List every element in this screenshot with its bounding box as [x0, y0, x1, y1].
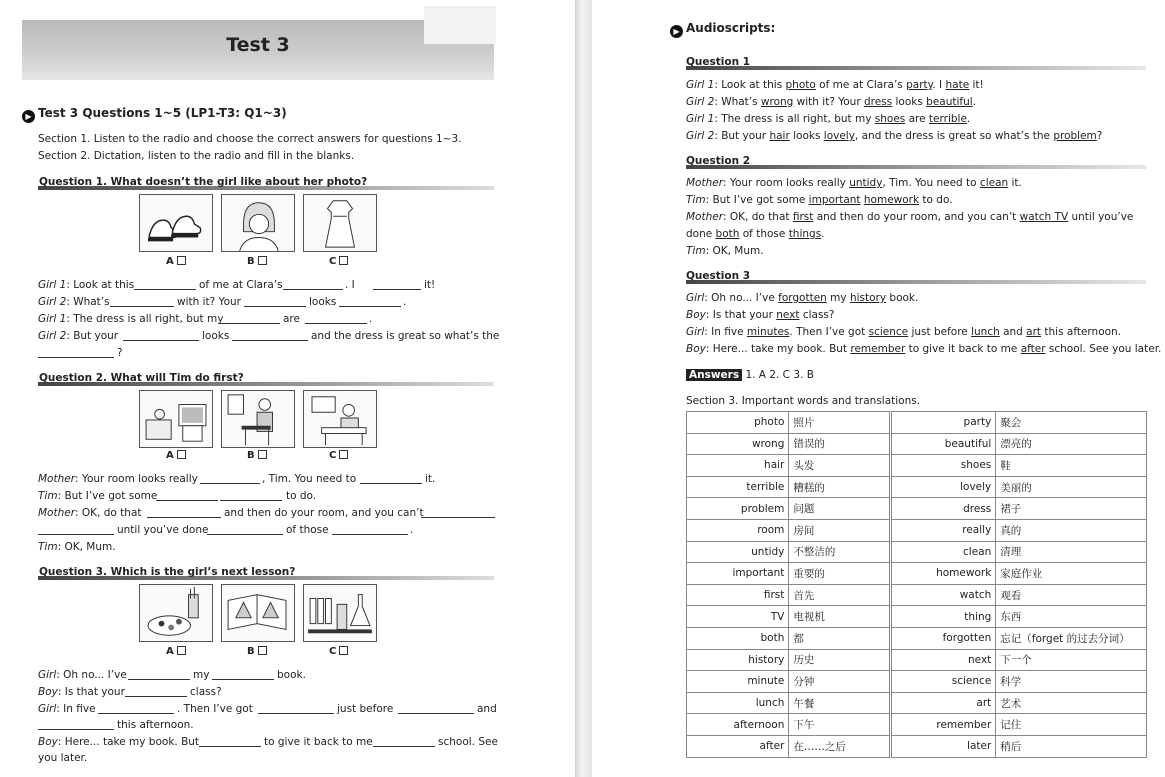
- q2-line-3b: and then do your room, and you can’t: [224, 507, 424, 519]
- q3-line-3b: . Then I’ve got: [177, 703, 253, 715]
- blank[interactable]: [128, 669, 190, 680]
- vocab-row: [687, 563, 1147, 585]
- answers-line: Answers 1. A 2. C 3. B: [686, 368, 814, 382]
- vocab-english: problem: [687, 498, 789, 520]
- checkbox[interactable]: [177, 450, 186, 459]
- vocab-chinese: 历史: [789, 649, 889, 671]
- script-q2-line-5: Tim: OK, Mum.: [686, 245, 764, 257]
- q3-line-5: Boy: Here... take my book. But: [38, 736, 200, 748]
- hair-picture: [221, 194, 295, 252]
- q1-line-1c: . I: [345, 279, 355, 291]
- q3-line-5b: to give it back to me: [264, 736, 373, 748]
- instruction-1: Section 1. Listen to the radio and choose the correct answers for questions 1~3.: [38, 133, 462, 145]
- vocab-row: [687, 735, 1147, 757]
- vocab-english: homework: [891, 563, 996, 585]
- q1-line-3b: are: [283, 313, 300, 325]
- option-c[interactable]: C: [329, 450, 348, 461]
- option-c[interactable]: C: [329, 646, 348, 657]
- blank[interactable]: [218, 313, 280, 324]
- q1-line-3: Girl 1: The dress is all right, but my: [38, 313, 224, 325]
- blank[interactable]: [207, 524, 283, 535]
- blank[interactable]: [398, 703, 474, 714]
- audioscript-q1-header: Question 1: [686, 56, 1146, 70]
- vocab-chinese: 在……之后: [789, 735, 889, 757]
- q3-line-4: this afternoon.: [117, 719, 194, 731]
- q1-line-1b: of me at Clara’s: [199, 279, 283, 291]
- vocab-english: afternoon: [687, 714, 789, 736]
- option-b[interactable]: B: [247, 256, 267, 267]
- vocab-english: untidy: [687, 541, 789, 563]
- vocab-chinese: 鞋: [996, 455, 1147, 477]
- vocab-chinese: 糟糕的: [789, 476, 889, 498]
- q2-line-2b: to do.: [286, 490, 317, 502]
- script-q3-line-1: Girl: Oh no... I’ve forgotten my history book.: [686, 292, 919, 304]
- vocab-chinese: 真的: [996, 519, 1147, 541]
- q2-line-4: until you’ve done: [117, 524, 209, 536]
- vocab-english: art: [891, 692, 996, 714]
- section-3-heading: Section 3. Important words and translations.: [686, 395, 921, 407]
- q3-line-3: Girl: In five: [38, 703, 96, 715]
- vocab-chinese: 都: [789, 627, 889, 649]
- vocab-english: later: [891, 735, 996, 757]
- vocab-chinese: 下午: [789, 714, 889, 736]
- blank[interactable]: [373, 279, 421, 290]
- vocab-row: [687, 606, 1147, 628]
- vocab-chinese: 首先: [789, 584, 889, 606]
- q1-line-3c: .: [369, 313, 373, 325]
- banner-corner: [424, 6, 496, 44]
- page-gutter: [575, 0, 592, 777]
- script-q1-line-1: Girl 1: Look at this photo of me at Clara’s party. I hate it!: [686, 79, 984, 91]
- blank[interactable]: [339, 296, 401, 307]
- vocab-chinese: 记住: [996, 714, 1147, 736]
- vocabulary-table: [686, 411, 1147, 758]
- vocab-chinese: 午餐: [789, 692, 889, 714]
- vocab-english: shoes: [891, 455, 996, 477]
- option-c[interactable]: C: [329, 256, 348, 267]
- art-picture: [139, 584, 213, 642]
- blank[interactable]: [212, 669, 274, 680]
- blank[interactable]: [38, 524, 114, 535]
- vocab-english: next: [891, 649, 996, 671]
- play-icon: ▶: [22, 110, 35, 123]
- q2-line-1c: it.: [425, 473, 436, 485]
- vocab-chinese: 家庭作业: [996, 563, 1147, 585]
- q1-line-2c: looks: [309, 296, 337, 308]
- vocab-english: both: [687, 627, 789, 649]
- option-a[interactable]: A: [166, 256, 186, 267]
- blank[interactable]: [421, 507, 495, 518]
- vocab-row: [687, 541, 1147, 563]
- q3-line-3c: just before: [337, 703, 394, 715]
- script-q3-line-2: Boy: Is that your next class?: [686, 309, 835, 321]
- history-book-picture: [221, 584, 295, 642]
- vocab-chinese: 艺术: [996, 692, 1147, 714]
- script-q3-line-3: Girl: In five minutes. Then I’ve got science just before lunch and art this afternoon.: [686, 326, 1122, 338]
- vocab-chinese: 电视机: [789, 606, 889, 628]
- vocab-row: [687, 433, 1147, 455]
- blank[interactable]: [125, 686, 187, 697]
- script-q2-line-1: Mother: Your room looks really untidy, Tim. You need to clean it.: [686, 177, 1022, 189]
- vocab-english: photo: [687, 412, 789, 434]
- q1-line-4: Girl 2: But your: [38, 330, 119, 342]
- vocab-english: watch: [891, 584, 996, 606]
- vocab-row: [687, 671, 1147, 693]
- checkbox[interactable]: [177, 646, 186, 655]
- q2-line-5: Tim: OK, Mum.: [38, 541, 116, 553]
- shoes-picture: [139, 194, 213, 252]
- option-b[interactable]: B: [247, 646, 267, 657]
- blank[interactable]: [110, 296, 174, 307]
- science-picture: [303, 584, 377, 642]
- blank[interactable]: [134, 279, 196, 290]
- test-title: Test 3: [226, 34, 290, 56]
- q2-line-2: Tim: But I’ve got some: [38, 490, 158, 502]
- vocab-chinese: 清理: [996, 541, 1147, 563]
- dress-picture: [303, 194, 377, 252]
- vocab-chinese: 裙子: [996, 498, 1147, 520]
- vocab-chinese: 东西: [996, 606, 1147, 628]
- checkbox[interactable]: [339, 450, 348, 459]
- vocab-english: forgotten: [891, 627, 996, 649]
- blank[interactable]: [305, 313, 367, 324]
- vocab-english: terrible: [687, 476, 789, 498]
- blank[interactable]: [373, 736, 435, 747]
- vocab-english: TV: [687, 606, 789, 628]
- vocab-chinese: 美丽的: [996, 476, 1147, 498]
- blank[interactable]: [199, 736, 261, 747]
- vocab-chinese: 忘记（forget 的过去分词）: [996, 627, 1147, 649]
- vocab-row: [687, 692, 1147, 714]
- q2-line-4b: of those: [286, 524, 329, 536]
- blank[interactable]: [332, 524, 408, 535]
- script-q2-line-3: Mother: OK, do that first and then do your room, and you can’t watch TV until you’ve: [686, 211, 1134, 223]
- q3-line-1: Girl: Oh no... I’ve: [38, 669, 127, 681]
- q1-line-2b: with it? Your: [177, 296, 241, 308]
- vocab-english: lovely: [891, 476, 996, 498]
- vocab-english: room: [687, 519, 789, 541]
- vocab-english: thing: [891, 606, 996, 628]
- vocab-row: [687, 476, 1147, 498]
- vocab-chinese: 照片: [789, 412, 889, 434]
- q3-line-1c: book.: [277, 669, 306, 681]
- vocab-chinese: 不整洁的: [789, 541, 889, 563]
- homework-picture: [221, 390, 295, 448]
- vocab-english: dress: [891, 498, 996, 520]
- audioscript-q3-header: Question 3: [686, 270, 1146, 284]
- left-page: [0, 0, 575, 777]
- checkbox[interactable]: [258, 450, 267, 459]
- q1-line-1: Girl 1: Look at this: [38, 279, 135, 291]
- blank[interactable]: [147, 507, 221, 518]
- option-b[interactable]: B: [247, 450, 267, 461]
- question-3-header: Question 3. Which is the girl’s next lesson?: [38, 566, 494, 580]
- script-q2-line-4: done both of those things.: [686, 228, 825, 240]
- q3-line-1b: my: [193, 669, 210, 681]
- vocab-chinese: 科学: [996, 671, 1147, 693]
- vocab-english: wrong: [687, 433, 789, 455]
- option-a[interactable]: A: [166, 646, 186, 657]
- q1-line-2d: .: [403, 296, 407, 308]
- vocab-row: [687, 584, 1147, 606]
- vocab-english: beautiful: [891, 433, 996, 455]
- blank[interactable]: [244, 296, 306, 307]
- q3-line-2: Boy: Is that your: [38, 686, 125, 698]
- script-q3-line-4: Boy: Here... take my book. But remember to give it back to me after school. See you later.: [686, 343, 1162, 355]
- script-q1-line-2: Girl 2: What’s wrong with it? Your dress looks beautiful.: [686, 96, 977, 108]
- vocab-chinese: 房间: [789, 519, 889, 541]
- tv-picture: [139, 390, 213, 448]
- vocab-chinese: 聚会: [996, 412, 1147, 434]
- vocab-english: remember: [891, 714, 996, 736]
- q1-line-2: Girl 2: What’s: [38, 296, 110, 308]
- vocab-chinese: 问题: [789, 498, 889, 520]
- question-1-header: Question 1. What doesn’t the girl like about her photo?: [38, 176, 494, 190]
- checkbox[interactable]: [339, 646, 348, 655]
- right-page: [592, 0, 1165, 777]
- vocab-chinese: 重要的: [789, 563, 889, 585]
- blank[interactable]: [98, 703, 174, 714]
- vocab-chinese: 观看: [996, 584, 1147, 606]
- tidy-room-picture: [303, 390, 377, 448]
- blank[interactable]: [232, 330, 308, 341]
- instruction-2: Section 2. Dictation, listen to the radio and fill in the blanks.: [38, 150, 355, 162]
- vocab-row: [687, 498, 1147, 520]
- vocab-english: party: [891, 412, 996, 434]
- q3-line-2b: class?: [190, 686, 222, 698]
- q3-line-6: you later.: [38, 752, 88, 764]
- vocab-english: after: [687, 735, 789, 757]
- vocab-row: [687, 519, 1147, 541]
- q1-line-4d: ?: [117, 347, 123, 359]
- script-q1-line-4: Girl 2: But your hair looks lovely, and the dress is great so what’s the problem?: [686, 130, 1103, 142]
- vocab-row: [687, 649, 1147, 671]
- vocab-english: really: [891, 519, 996, 541]
- section-heading: ▶ Test 3 Questions 1~5 (LP1-T3: Q1~3): [22, 106, 287, 123]
- play-icon: ▶: [670, 25, 683, 38]
- blank[interactable]: [156, 490, 218, 501]
- vocab-english: first: [687, 584, 789, 606]
- q1-line-1d: it!: [424, 279, 436, 291]
- checkbox[interactable]: [177, 256, 186, 265]
- vocab-chinese: 错误的: [789, 433, 889, 455]
- q2-line-1b: , Tim. You need to: [262, 473, 357, 485]
- vocab-row: [687, 714, 1147, 736]
- vocab-chinese: 漂亮的: [996, 433, 1147, 455]
- vocab-english: minute: [687, 671, 789, 693]
- question-2-header: Question 2. What will Tim do first?: [38, 372, 494, 386]
- option-a[interactable]: A: [166, 450, 186, 461]
- vocab-english: important: [687, 563, 789, 585]
- blank[interactable]: [200, 473, 260, 484]
- checkbox[interactable]: [258, 646, 267, 655]
- q2-line-3: Mother: OK, do that: [38, 507, 142, 519]
- vocab-chinese: 稍后: [996, 735, 1147, 757]
- script-q2-line-2: Tim: But I’ve got some important homework to do.: [686, 194, 953, 206]
- script-q1-line-3: Girl 1: The dress is all right, but my shoes are terrible.: [686, 113, 971, 125]
- blank[interactable]: [258, 703, 334, 714]
- vocab-english: hair: [687, 455, 789, 477]
- vocab-english: clean: [891, 541, 996, 563]
- q2-line-1: Mother: Your room looks really: [38, 473, 198, 485]
- blank[interactable]: [283, 279, 343, 290]
- vocab-row: [687, 627, 1147, 649]
- blank[interactable]: [38, 347, 114, 358]
- blank[interactable]: [123, 330, 199, 341]
- checkbox[interactable]: [339, 256, 348, 265]
- checkbox[interactable]: [258, 256, 267, 265]
- q1-line-4c: and the dress is great so what’s the: [311, 330, 500, 342]
- audioscripts-heading: ▶ Audioscripts:: [670, 21, 775, 38]
- blank[interactable]: [38, 719, 114, 730]
- vocab-chinese: 分钟: [789, 671, 889, 693]
- q3-line-5c: school. See: [438, 736, 498, 748]
- vocab-chinese: 下一个: [996, 649, 1147, 671]
- blank[interactable]: [220, 490, 282, 501]
- vocab-english: lunch: [687, 692, 789, 714]
- vocab-chinese: 头发: [789, 455, 889, 477]
- vocab-english: history: [687, 649, 789, 671]
- q3-line-3d: and: [477, 703, 497, 715]
- vocab-english: science: [891, 671, 996, 693]
- blank[interactable]: [360, 473, 422, 484]
- vocab-row: [687, 455, 1147, 477]
- q1-line-4b: looks: [202, 330, 230, 342]
- audioscript-q2-header: Question 2: [686, 155, 1146, 169]
- q2-line-4c: .: [410, 524, 414, 536]
- vocab-row: [687, 412, 1147, 434]
